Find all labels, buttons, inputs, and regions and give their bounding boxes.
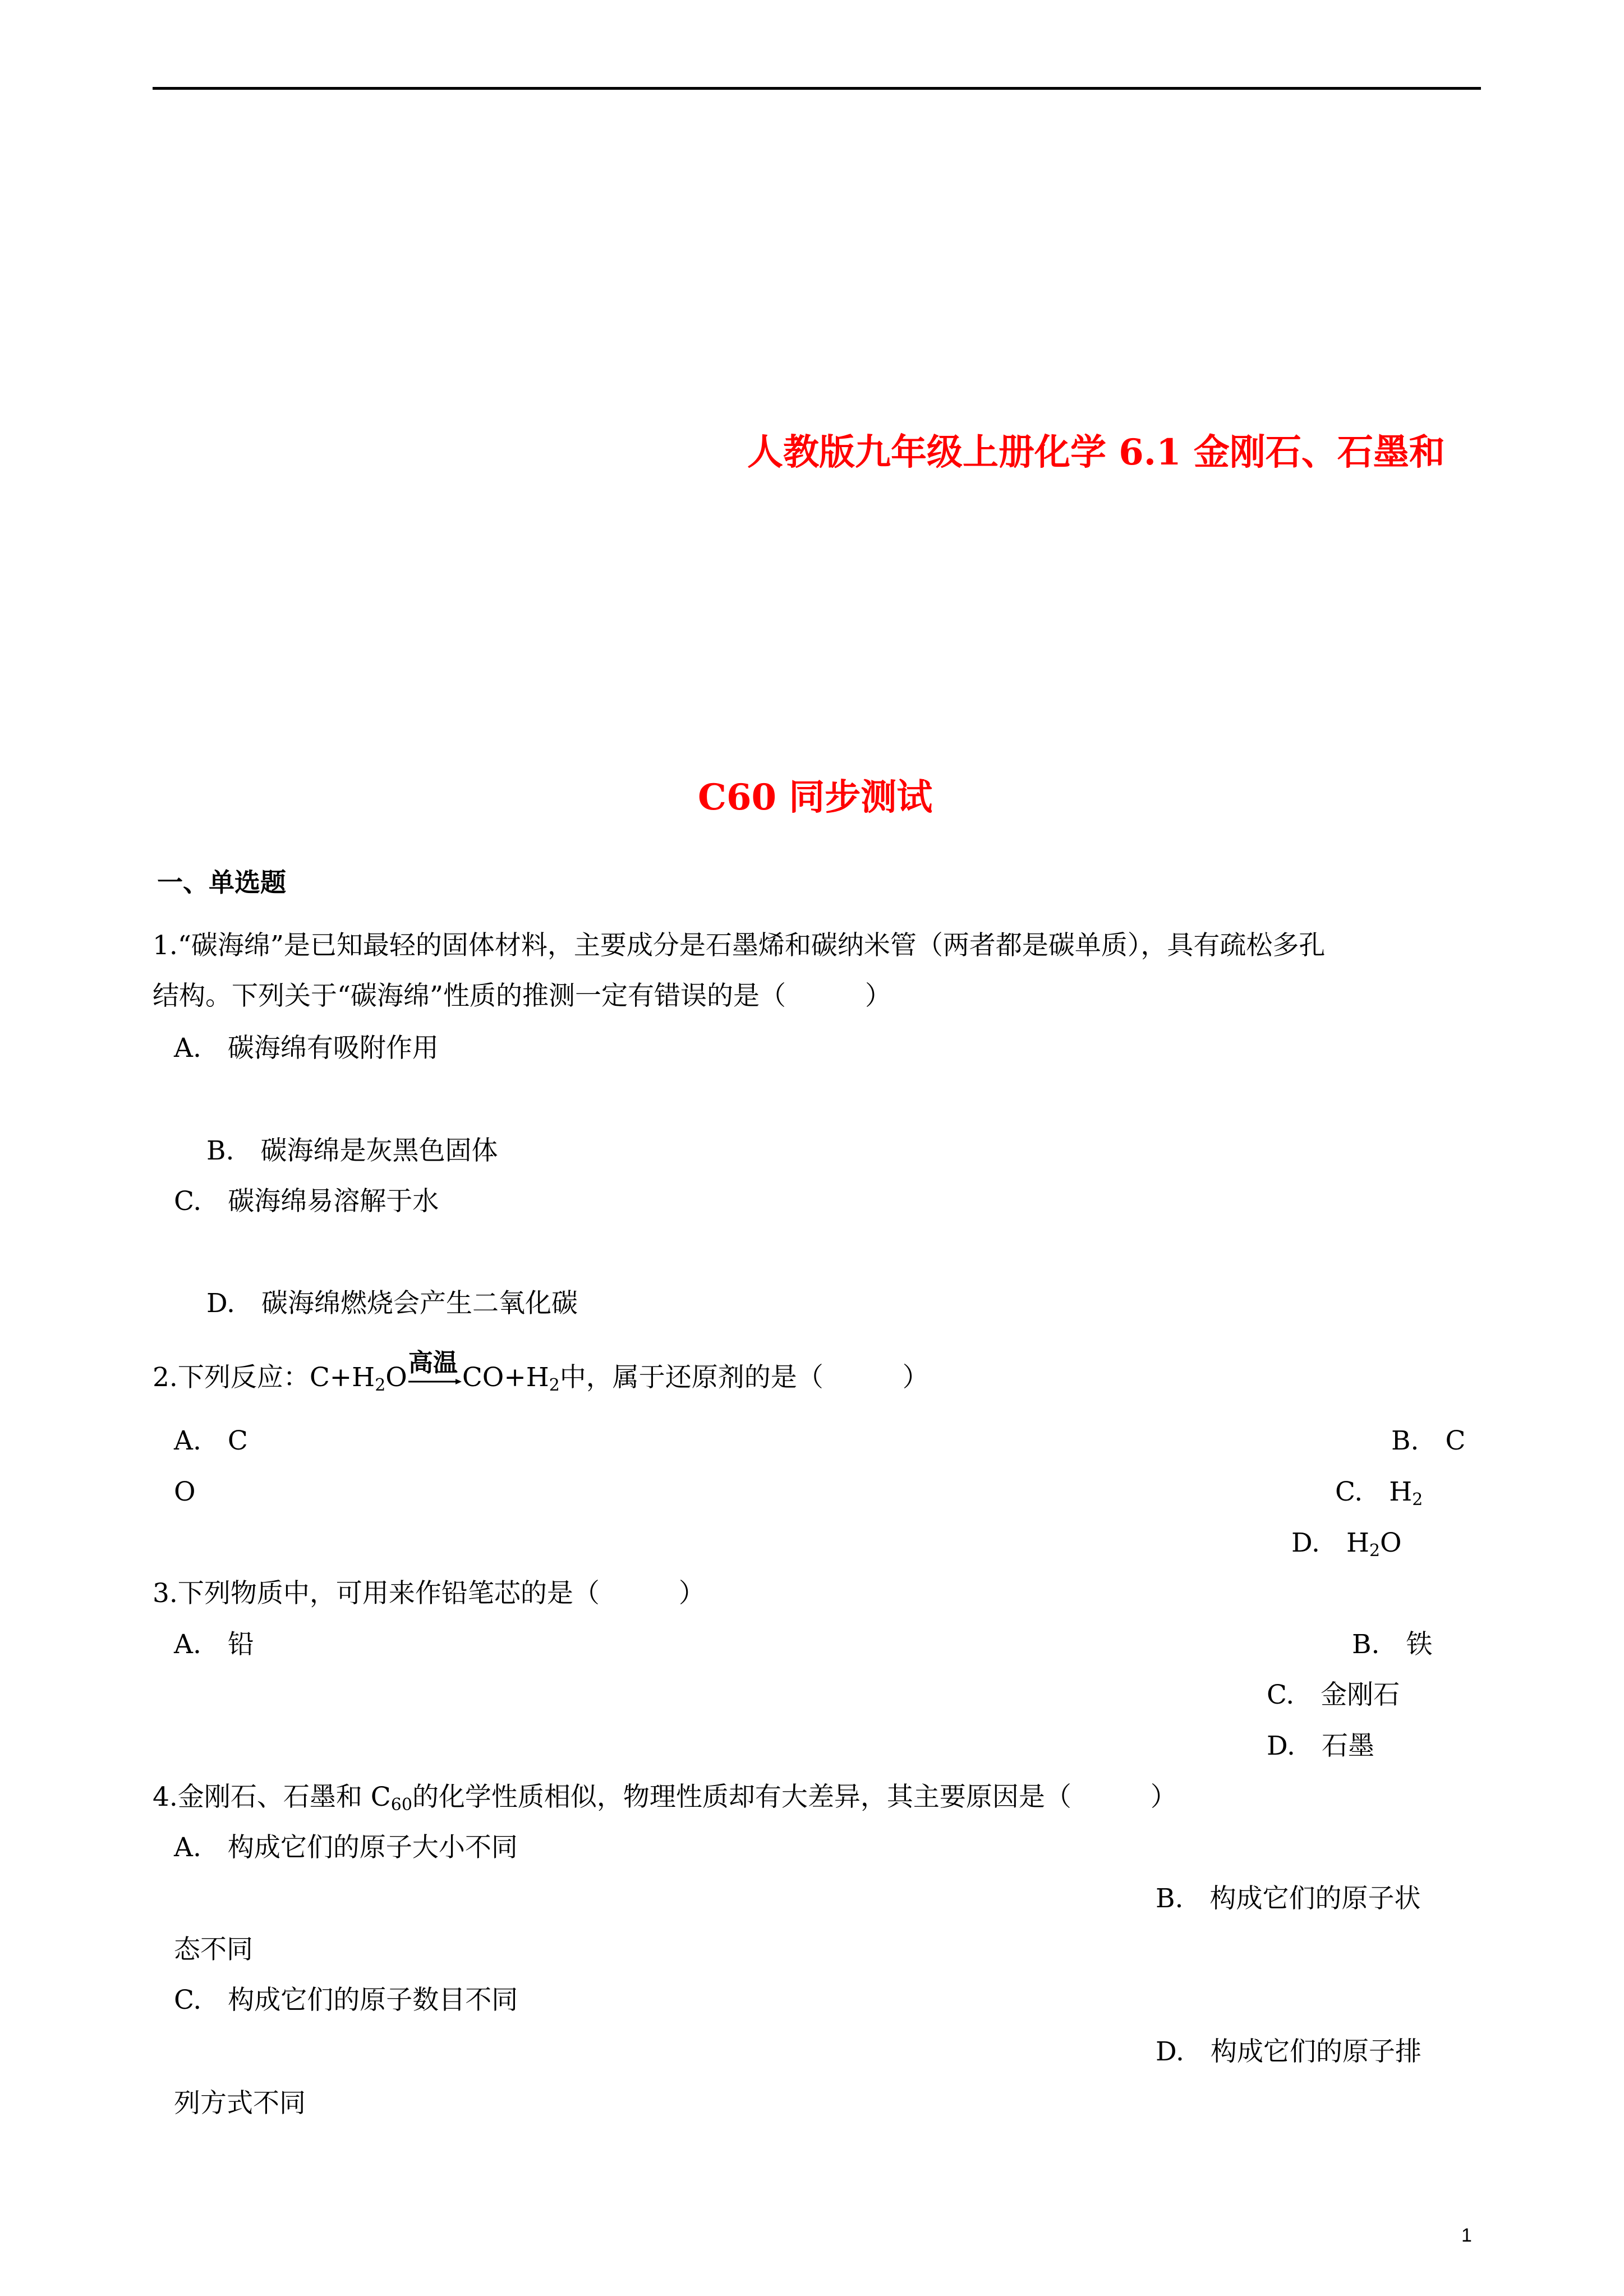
reaction-condition: 高温 [408, 1349, 458, 1377]
q2-option-c[interactable]: C. $H_2$ [1335, 1476, 1423, 1510]
q3-stem: 3.下列物质中，可用来作铅笔芯的是（ ） [153, 1578, 705, 1609]
q3-option-a[interactable]: A. 铅 [174, 1629, 254, 1660]
reaction-arrow [407, 1349, 462, 1386]
q2-option-d[interactable]: D. $H_2O$ [1291, 1527, 1402, 1561]
q1-option-c[interactable]: C. 碳海绵易溶解于水 [174, 1186, 439, 1217]
q1-stem-line-2: 结构。下列关于“碳海绵”性质的推测一定有错误的是（ ） [153, 981, 892, 1011]
q4-option-d[interactable]: D. 构成它们的原子排 [1156, 2036, 1421, 2067]
title-line-2: C60 同步测试 [698, 776, 933, 818]
q2-option-b[interactable]: B. C [1391, 1425, 1466, 1456]
q1-option-d[interactable]: D. 碳海绵燃烧会产生二氧化碳 [206, 1288, 578, 1319]
q2-stem: 2.下列反应：$C+H_2O$ 高温 $CO+H_2$中，属于还原剂的是（ ） [153, 1349, 929, 1395]
q3-option-d[interactable]: D. 石墨 [1267, 1731, 1374, 1761]
q1-stem-line-1: 1.“碳海绵”是已知最轻的固体材料，主要成分是石墨烯和碳纳米管（两者都是碳单质），具有疏松多孔 [153, 930, 1326, 961]
q4-stem: 4.金刚石、石墨和 $C_{60}$的化学性质相似，物理性质却有大差异，其主要原因是（ ） [153, 1782, 1177, 1815]
arrow-icon [407, 1378, 462, 1385]
q1-option-b[interactable]: B. 碳海绵是灰黑色固体 [206, 1135, 498, 1166]
page-number: 1 [1461, 2225, 1472, 2246]
q4-option-a[interactable]: A. 构成它们的原子大小不同 [174, 1832, 518, 1863]
section-heading: 一、单选题 [157, 867, 286, 898]
q1-option-a[interactable]: A. 碳海绵有吸附作用 [174, 1033, 439, 1064]
q4-option-b[interactable]: B. 构成它们的原子状 [1156, 1883, 1421, 1914]
q4-option-b-wrap: 态不同 [174, 1934, 253, 1965]
q2-option-a[interactable]: A. C [174, 1425, 248, 1456]
q2-option-b-wrap: O [174, 1476, 196, 1507]
q4-option-d-wrap: 列方式不同 [174, 2088, 306, 2119]
header-rule [153, 87, 1481, 90]
q3-option-c[interactable]: C. 金刚石 [1267, 1680, 1400, 1710]
q4-option-c[interactable]: C. 构成它们的原子数目不同 [174, 1985, 518, 2016]
title-line-1: 人教版九年级上册化学 6.1 金刚石、石墨和 [747, 431, 1445, 473]
q3-option-b[interactable]: B. 铁 [1352, 1629, 1433, 1660]
